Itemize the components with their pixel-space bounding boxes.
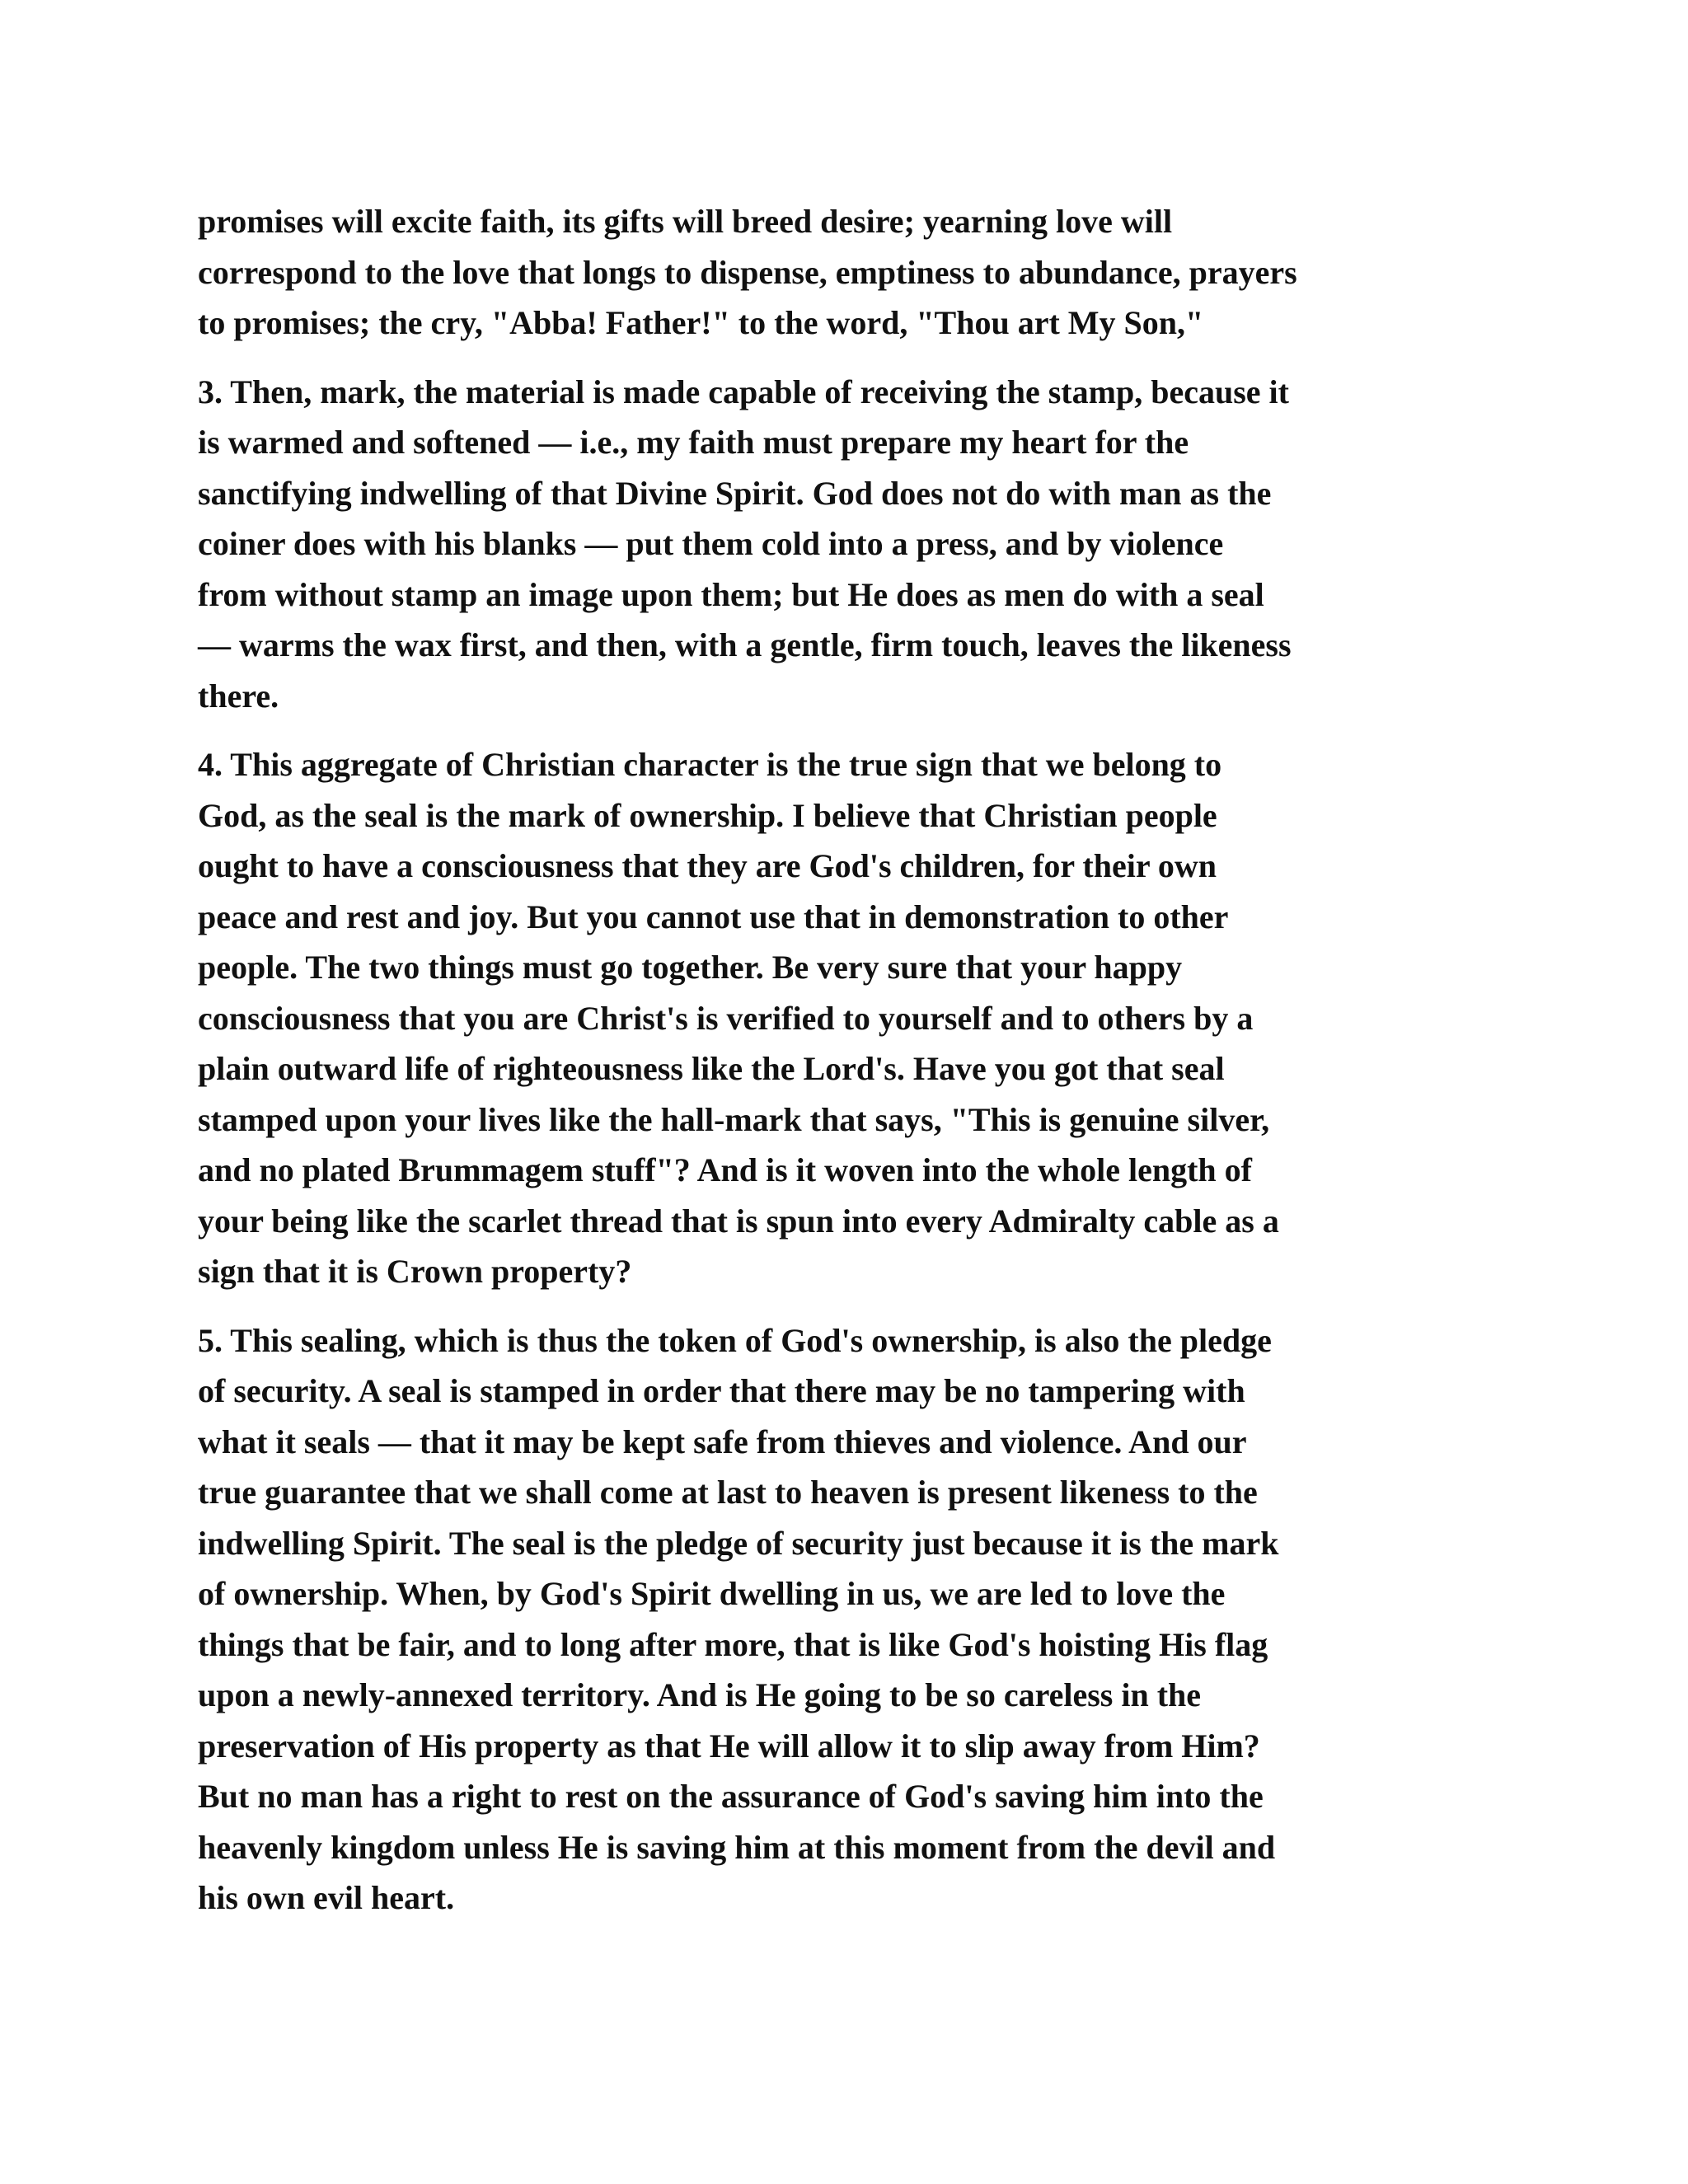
text-line: of ownership. When, by God's Spirit dwelling in us, we are led to love the <box>198 1575 1226 1612</box>
text-line: God, as the seal is the mark of ownership. I believe that Christian people <box>198 796 1217 834</box>
text-line: stamped upon your lives like the hall-mark that says, "This is genuine silver, <box>198 1100 1270 1138</box>
text-line: your being like the scarlet thread that is spun into every Admiralty cable as a <box>198 1202 1279 1240</box>
text-line: what it seals — that it may be kept safe from thieves and violence. And our <box>198 1422 1247 1460</box>
text-line: and no plated Brummagem stuff"? And is it woven into the whole length of <box>198 1151 1252 1188</box>
text-line: correspond to the love that longs to dispense, emptiness to abundance, prayers <box>198 253 1297 291</box>
text-line: from without stamp an image upon them; but He does as men do with a seal <box>198 575 1264 613</box>
paragraph-continuation <box>198 196 1500 349</box>
text-line: people. The two things must go together. Be very sure that your happy <box>198 949 1183 986</box>
text-line: there. <box>198 677 279 715</box>
text-line: ought to have a consciousness that they are God's children, for their own <box>198 847 1217 884</box>
text-line: of security. A seal is stamped in order that there may be no tampering with <box>198 1372 1245 1409</box>
text-line: sanctifying indwelling of that Divine Spirit. God does not do with man as the <box>198 474 1272 512</box>
text-line: promises will excite faith, its gifts will breed desire; yearning love will <box>198 203 1173 240</box>
paragraph-3 <box>198 367 1500 722</box>
paragraph-5 <box>198 1315 1500 1924</box>
text-line: to promises; the cry, "Abba! Father!" to the word, "Thou art My Son," <box>198 304 1204 341</box>
text-line: 3. Then, mark, the material is made capable of receiving the stamp, because it <box>198 373 1289 410</box>
text-line: 5. This sealing, which is thus the token of God's ownership, is also the pledge <box>198 1321 1272 1359</box>
text-line: consciousness that you are Christ's is verified to yourself and to others by a <box>198 999 1254 1037</box>
text-line: preservation of His property as that He will allow it to slip away from Him? <box>198 1727 1260 1765</box>
page-body-text <box>198 196 1500 1942</box>
text-line: plain outward life of righteousness like the Lord's. Have you got that seal <box>198 1050 1225 1087</box>
text-line: 4. This aggregate of Christian character is the true sign that we belong to <box>198 746 1222 783</box>
text-line: peace and rest and joy. But you cannot use that in demonstration to other <box>198 898 1229 935</box>
text-line: upon a newly-annexed territory. And is He going to be so careless in the <box>198 1676 1202 1713</box>
text-line: his own evil heart. <box>198 1879 455 1916</box>
text-line: is warmed and softened — i.e., my faith must prepare my heart for the <box>198 424 1189 461</box>
text-line: things that be fair, and to long after more, that is like God's hoisting His flag <box>198 1625 1268 1663</box>
text-line: coiner does with his blanks — put them cold into a press, and by violence <box>198 525 1224 562</box>
text-line: sign that it is Crown property? <box>198 1253 632 1290</box>
text-line: heavenly kingdom unless He is saving him at this moment from the devil and <box>198 1828 1276 1866</box>
text-line: But no man has a right to rest on the assurance of God's saving him into the <box>198 1778 1264 1815</box>
paragraph-4 <box>198 739 1500 1297</box>
text-line: — warms the wax first, and then, with a gentle, firm touch, leaves the likeness <box>198 626 1292 663</box>
text-line: true guarantee that we shall come at last to heaven is present likeness to the <box>198 1474 1258 1511</box>
text-line: indwelling Spirit. The seal is the pledge of security just because it is the mark <box>198 1524 1279 1562</box>
